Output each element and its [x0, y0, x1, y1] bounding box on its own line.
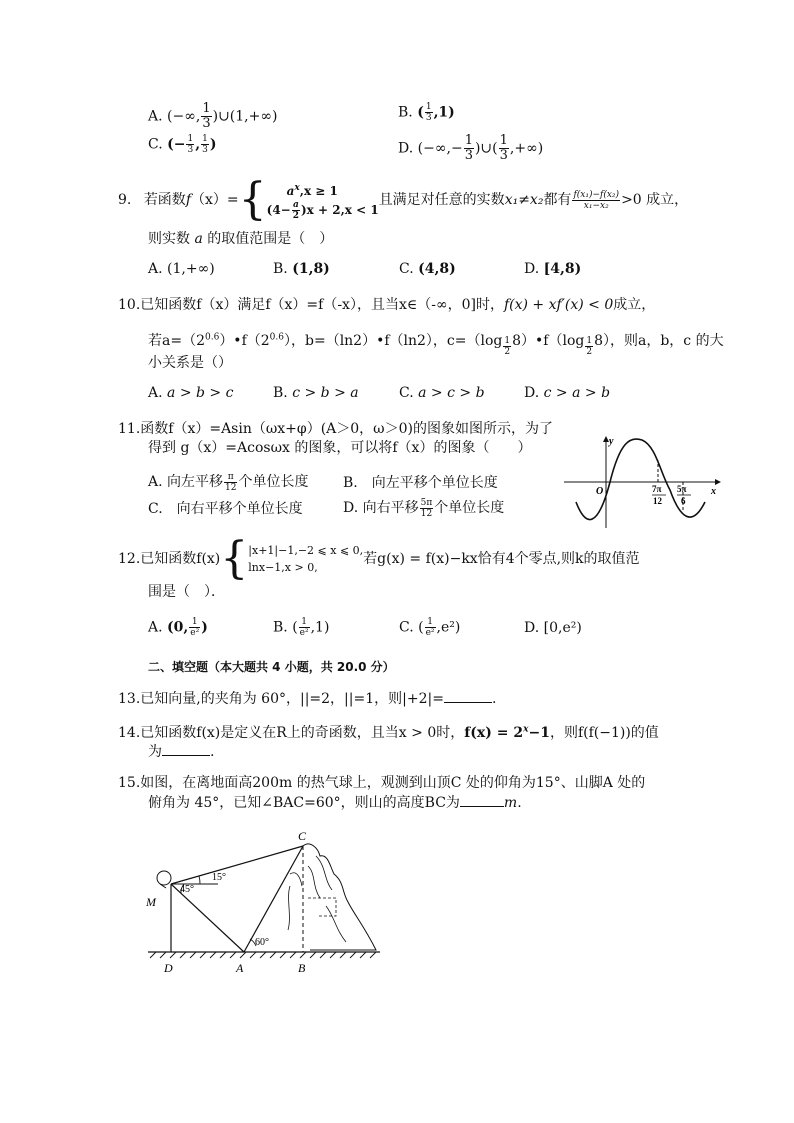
- origin-label: O: [596, 486, 604, 497]
- label-B: B: [298, 961, 306, 975]
- ground-hatch: [150, 952, 376, 958]
- q10-option-c[interactable]: C. a > c > b: [399, 385, 485, 401]
- y-label: y: [609, 436, 614, 447]
- q8-option-a[interactable]: A. (−∞, $\frac{1}{3}$ )∪(1,+∞): [148, 101, 278, 131]
- mountain-outline: [303, 844, 376, 950]
- sine-curve: [576, 439, 705, 520]
- angle-60: 60°: [255, 937, 269, 948]
- label-C: C: [298, 829, 307, 843]
- q9-option-a[interactable]: A. (1,+∞): [148, 261, 215, 277]
- q12-option-d[interactable]: D. [0,e²): [524, 620, 582, 636]
- q14-line2: 为 .: [148, 744, 215, 760]
- q11-line2: 得到 g（x）=Acosωx 的图象，可以将f（x）的图象（ ）: [148, 440, 532, 456]
- label-M: M: [146, 895, 156, 909]
- q15-mountain-figure: [140, 826, 390, 978]
- tick-5pi-num: 5π: [677, 484, 687, 494]
- question-10: 10.已知函数f（x）满足f（x）=f（-x），且当x∈（-∞，0]时，f(x) + xf′(x) < 0成立，: [118, 297, 656, 313]
- section-heading: 二、填空题（本大题共 4 小题，共 20.0 分）: [148, 660, 395, 674]
- q10-option-d[interactable]: D. c > a > b: [524, 385, 611, 401]
- q12-option-b[interactable]: B. ( $\frac{1}{\text{e²}}$ ,1): [273, 617, 330, 638]
- tick-7pi-den: 12: [653, 496, 662, 506]
- angle-15: 15°: [212, 872, 226, 883]
- x-label: x: [711, 486, 716, 497]
- q9-option-b[interactable]: B. (1,8): [273, 261, 330, 277]
- angle-45: 45°: [180, 884, 194, 895]
- q10-line3: 小关系是（）: [148, 355, 232, 371]
- q11-option-a[interactable]: A. 向左平移 $\frac{\pi}{12}$ 个单位长度: [148, 471, 309, 493]
- answer-blank[interactable]: [460, 806, 504, 807]
- answer-blank[interactable]: [162, 755, 210, 756]
- q9-option-d[interactable]: D. [4,8): [524, 261, 582, 277]
- q8-option-c[interactable]: C. (− $\frac{1}{3}$ , $\frac{1}{3}$ ): [148, 134, 217, 155]
- question-13: 13.已知向量,的夹角为 60°，||=2，||=1，则|+2|= .: [118, 691, 497, 707]
- q11-option-d[interactable]: D. 向右平移 $\frac{5\pi}{12}$ 个单位长度: [343, 497, 505, 519]
- q12-option-a[interactable]: A. (0, $\frac{1}{\text{e²}}$ ): [148, 617, 208, 638]
- answer-blank[interactable]: [444, 702, 492, 703]
- q8-option-d[interactable]: D. (−∞,− $\frac{1}{3}$ )∪( $\frac{1}{3}$ ,+∞): [398, 133, 544, 163]
- x-axis-arrow: [715, 479, 721, 485]
- q15-line2: 俯角为 45°，已知∠BAC=60°，则山的高度BC为 m.: [148, 795, 522, 811]
- q12-line2: 围是（ ）．: [148, 584, 225, 600]
- q10-line2: 若$a=(2^{0.6})•f(2^{0.6})$，b=（ln2）•f（ln2），c=（log $_{\frac{1}{2}}$ 8）•f（log $_{\frac{1}{2}}$ 8），则a，b，c 的大: [148, 332, 724, 357]
- q11-option-b[interactable]: B. 向左平移个单位长度: [343, 475, 498, 491]
- q10-option-a[interactable]: A. a > b > c: [148, 385, 234, 401]
- q12-piecewise: |x+1|−1,−2 ⩽ x ⩽ 0, lnx−1,x > 0,: [248, 544, 364, 574]
- q10-option-b[interactable]: B. c > b > a: [273, 385, 359, 401]
- q8-option-b[interactable]: B. ( $\frac{1}{3}$ ,1): [398, 102, 455, 123]
- q12-option-c[interactable]: C. ( $\frac{1}{\text{e²}}$ ,e²): [399, 617, 461, 638]
- q9-line2: 则实数 a 的取值范围是（ ）: [148, 231, 334, 247]
- q11-option-c[interactable]: C. 向右平移个单位长度: [148, 501, 303, 517]
- label-A: A: [236, 961, 244, 975]
- question-12: 12.已知函数f(x){ |x+1|−1,−2 ⩽ x ⩽ 0, lnx−1,x > 0, 若g(x) = f(x)−kx恰有4个零点,则k的取值范: [118, 533, 640, 584]
- question-number: 9.: [118, 192, 132, 208]
- balloon-icon: [157, 871, 171, 885]
- question-15: 15.如图，在离地面高200m 的热气球上，观测到山顶C 处的仰角为15°、山脚A 处的: [118, 775, 646, 791]
- tick-5pi-den: 6: [681, 496, 686, 506]
- label-D: D: [164, 961, 173, 975]
- tick-7pi-num: 7π: [652, 484, 662, 494]
- question-9: 9. 若函数f（x）={ $a^x,x \ge 1$ (4− $\frac{a}{2}$ )x + 2,x < 1 且满足对任意的实数x₁≠x₂都有 $\frac{\text{f(x₁)−f(x₂)}}{\text{x₁−x₂}}$ >0 成立，: [118, 174, 689, 225]
- q11-sine-graph: [560, 432, 725, 532]
- q9-option-c[interactable]: C. (4,8): [399, 261, 456, 277]
- line-AC: [244, 846, 303, 952]
- mountain-texture: [288, 856, 346, 942]
- line-MC: [171, 846, 303, 884]
- question-11: 11.函数f（x）=Asin（ωx+φ）(A＞0，ω＞0)的图象如图所示，为了: [118, 421, 553, 437]
- question-14: 14.已知函数f(x)是定义在R上的奇函数，且当x > 0时，$f(x) = 2^x-1$，则f(f(−1))的值: [118, 724, 659, 741]
- q9-piecewise: $a^x,x \ge 1$ (4− $\frac{a}{2}$ )x + 2,x < 1: [266, 182, 379, 221]
